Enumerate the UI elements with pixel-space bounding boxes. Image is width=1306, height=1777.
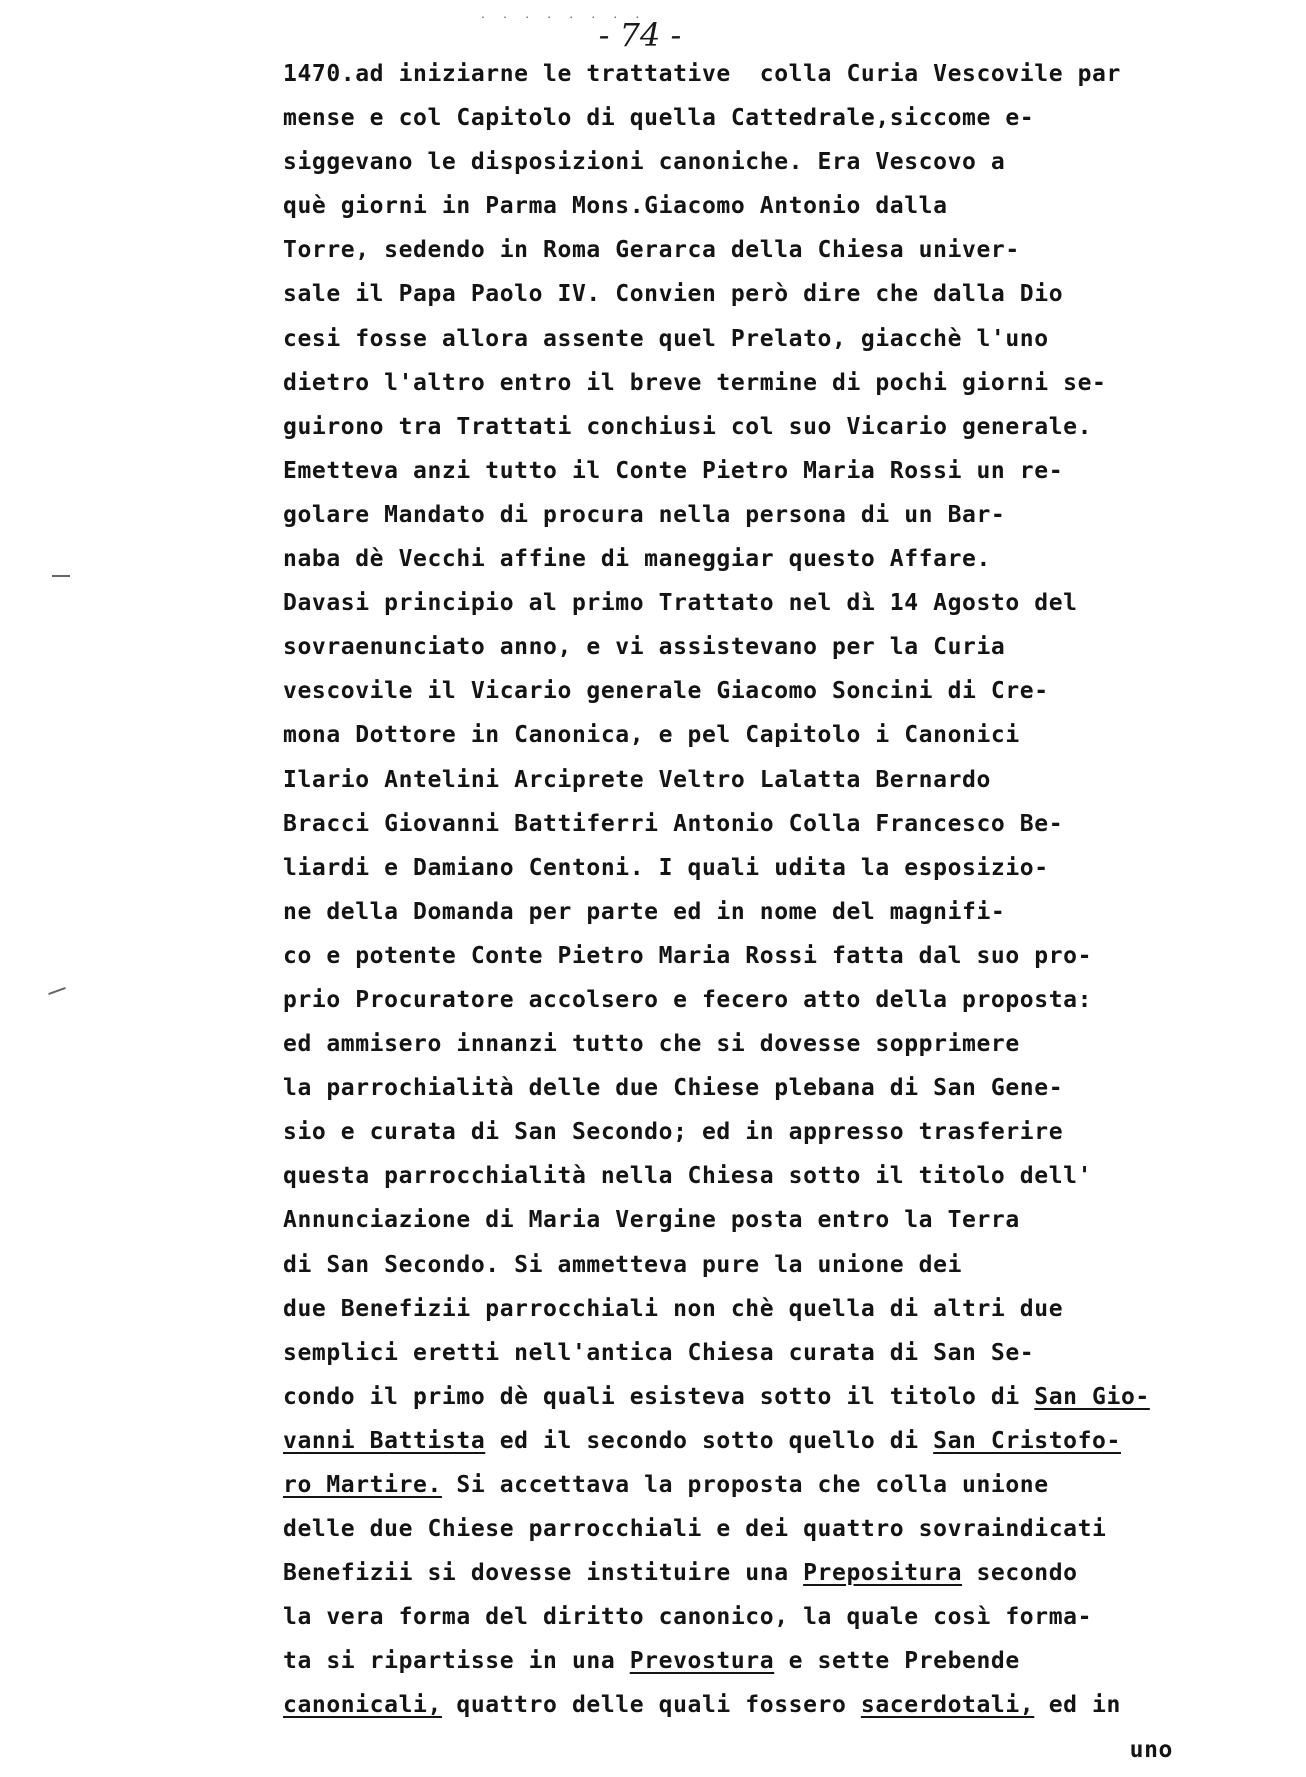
text-segment: semplici eretti nell'antica Chiesa curata di San Se- — [283, 1339, 1035, 1366]
text-segment: què giorni in Parma Mons.Giacomo Antonio dalla — [283, 193, 948, 220]
text-segment: di San Secondo. Si ammetteva pure la unione dei — [283, 1251, 963, 1278]
text-segment: vescovile il Vicario generale Giacomo Soncini di Cre- — [283, 678, 1049, 705]
text-segment: Ilario Antelini Arciprete Veltro Lalatta Bernardo — [283, 766, 991, 793]
text-line — [283, 1463, 1183, 1507]
text-line — [283, 449, 1183, 493]
text-line — [283, 581, 1183, 625]
text-segment: Annunciazione di Maria Vergine posta entro la Terra — [283, 1207, 1020, 1234]
text-segment: la parrochialità delle due Chiese plebana di San Gene- — [283, 1075, 1064, 1102]
text-segment: delle due Chiese parrocchiali e dei quattro sovraindicati — [283, 1516, 1107, 1543]
text-line — [283, 1243, 1183, 1287]
text-line — [283, 978, 1183, 1022]
text-line — [283, 1066, 1183, 1110]
text-line — [283, 1683, 1183, 1727]
text-segment: dietro l'altro entro il breve termine di pochi giorni se- — [283, 369, 1107, 396]
text-line — [283, 1110, 1183, 1154]
text-line — [283, 1639, 1183, 1683]
text-segment: ed il secondo sotto quello di — [485, 1427, 934, 1454]
text-line — [283, 272, 1183, 316]
text-segment: sovraenunciato anno, e vi assistevano per la Curia — [283, 634, 1006, 661]
text-segment: mona Dottore in Canonica, e pel Capitolo i Canonici — [283, 722, 1020, 749]
text-segment: e sette Prebende — [774, 1648, 1020, 1675]
text-segment: Si accettava la proposta che colla unione — [441, 1472, 1049, 1498]
text-line — [283, 890, 1183, 934]
text-segment: Torre, sedendo in Roma Gerarca della Chiesa univer- — [283, 237, 1020, 264]
text-line — [283, 713, 1183, 757]
text-line — [283, 228, 1183, 272]
text-line — [283, 846, 1183, 890]
text-segment: la vera forma del diritto canonico, la quale così forma- — [283, 1604, 1093, 1631]
text-segment: guirono tra Trattati conchiusi col suo Vicario generale. — [283, 413, 1093, 440]
text-segment: ne della Domanda per parte ed in nome del magnifi- — [283, 898, 1006, 925]
text-line — [283, 625, 1183, 669]
text-line — [283, 1198, 1183, 1242]
text-segment: Davasi principio al primo Trattato nel dì 14 Agosto del — [283, 590, 1078, 617]
text-line — [283, 317, 1183, 361]
margin-mark — [52, 575, 70, 577]
text-segment: naba dè Vecchi affine di maneggiar questo Affare. — [283, 546, 991, 573]
text-line — [283, 1507, 1183, 1551]
text-line — [283, 1154, 1183, 1198]
text-segment: cesi fosse allora assente quel Prelato, giacchè l'uno — [283, 325, 1049, 352]
underlined-text: Prepositura — [803, 1560, 963, 1587]
text-segment: siggevano le disposizioni canoniche. Era Vescovo a — [283, 149, 1006, 176]
text-line — [283, 52, 1183, 96]
text-segment: ed in — [1034, 1692, 1121, 1719]
text-line — [283, 140, 1183, 184]
text-line — [283, 184, 1183, 228]
text-line — [283, 758, 1183, 802]
text-line — [283, 1022, 1183, 1066]
text-line — [283, 1331, 1183, 1375]
text-segment: 1470.ad iniziarne le trattative colla Curia Vescovile par — [283, 61, 1121, 87]
text-segment: quattro delle quali fossero — [441, 1692, 861, 1719]
text-segment: Emetteva anzi tutto il Conte Pietro Maria Rossi un re- — [283, 457, 1064, 484]
text-segment: mense e col Capitolo di quella Cattedrale,siccome e- — [283, 105, 1035, 132]
text-segment: ed ammisero innanzi tutto che si dovesse sopprimere — [283, 1031, 1020, 1058]
text-segment: questa parrocchialità nella Chiesa sotto il titolo dell' — [283, 1163, 1093, 1190]
text-line — [283, 405, 1183, 449]
text-segment: due Benefizii parrocchiali non chè quella di altri due — [283, 1295, 1064, 1322]
text-line — [283, 1375, 1183, 1419]
underlined-text: San Gio- — [1034, 1383, 1150, 1410]
underlined-text: canonicali, — [283, 1692, 442, 1719]
text-line — [283, 1551, 1183, 1595]
margin-mark — [48, 987, 66, 995]
text-segment: Bracci Giovanni Battiferri Antonio Colla Francesco Be- — [283, 810, 1064, 837]
typed-text-body — [283, 52, 1183, 1772]
text-segment: liardi e Damiano Centoni. I quali udita la esposizio- — [283, 854, 1049, 881]
text-line — [283, 934, 1183, 978]
text-line — [283, 96, 1183, 140]
text-lines — [283, 52, 1183, 1728]
text-line — [283, 669, 1183, 713]
text-segment: ta si ripartisse in una — [283, 1648, 630, 1675]
text-segment: Benefizii si dovesse instituire una — [283, 1560, 804, 1587]
text-segment: co e potente Conte Pietro Maria Rossi fatta dal suo pro- — [283, 942, 1093, 969]
underlined-text: San Cristofo- — [933, 1427, 1121, 1454]
text-segment: prio Procuratore accolsero e fecero atto della proposta: — [283, 986, 1093, 1013]
catchword: uno — [1129, 1736, 1173, 1763]
text-segment: condo il primo dè quali esisteva sotto il titolo di — [283, 1383, 1035, 1410]
page-number: - 74 - — [598, 16, 682, 54]
text-line — [283, 361, 1183, 405]
underlined-text: Prevostura — [629, 1648, 775, 1675]
text-segment: sale il Papa Paolo IV. Convien però dire che dalla Dio — [283, 281, 1064, 308]
underlined-text: ro Martire. — [283, 1472, 442, 1498]
underlined-text: vanni Battista — [283, 1427, 486, 1454]
header-dots: . . . . . . . . — [480, 10, 646, 21]
underlined-text: sacerdotali, — [860, 1692, 1035, 1719]
text-segment: golare Mandato di procura nella persona di un Bar- — [283, 501, 1006, 528]
text-line — [283, 537, 1183, 581]
text-line — [283, 1419, 1183, 1463]
text-segment: secondo — [962, 1560, 1078, 1587]
text-line — [283, 802, 1183, 846]
text-line — [283, 493, 1183, 537]
text-line — [283, 1595, 1183, 1639]
text-line — [283, 1287, 1183, 1331]
text-segment: sio e curata di San Secondo; ed in appresso trasferire — [283, 1119, 1064, 1146]
